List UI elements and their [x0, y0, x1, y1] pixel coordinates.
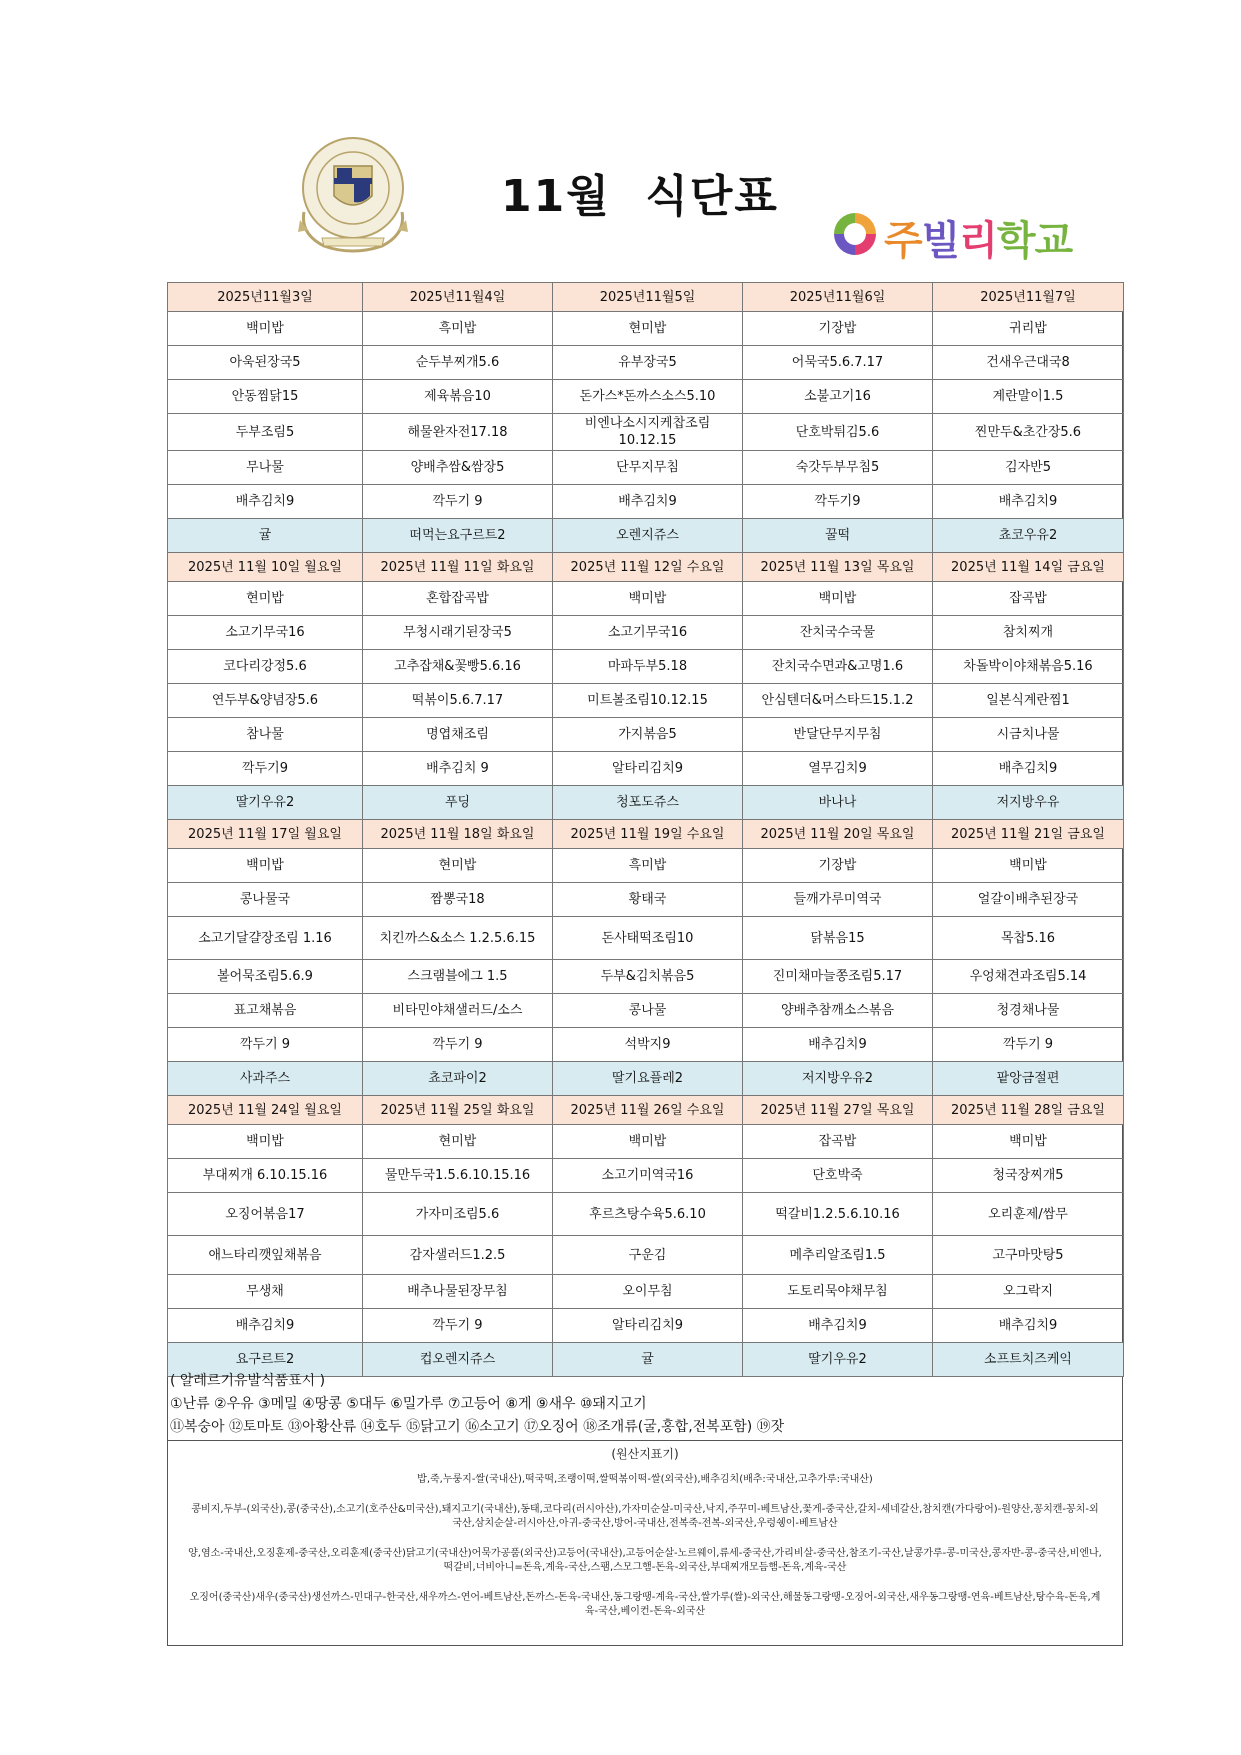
menu-item: 황태국 — [553, 883, 743, 917]
snack-item: 청포도쥬스 — [553, 786, 743, 820]
menu-item: 소고기달걀장조림 1.16 — [168, 917, 363, 960]
menu-item: 흑미밥 — [363, 312, 553, 346]
menu-row — [168, 414, 1124, 451]
menu-item: 알타리김치9 — [553, 1309, 743, 1343]
menu-row — [168, 849, 1124, 883]
menu-item: 배추김치9 — [933, 752, 1124, 786]
snack-row — [168, 519, 1124, 553]
menu-item: 흑미밥 — [553, 849, 743, 883]
snack-item: 딸기요플레2 — [553, 1062, 743, 1096]
snack-row — [168, 1062, 1124, 1096]
menu-item: 치킨까스&소스 1.2.5.6.15 — [363, 917, 553, 960]
origin-title: (원산지표기) — [611, 1447, 679, 1461]
menu-table — [167, 282, 1124, 1377]
menu-item: 마파두부5.18 — [553, 650, 743, 684]
menu-item: 메추리알조림1.5 — [743, 1236, 933, 1275]
origin-paragraph: 오징어(중국산)새우(중국산)생선까스-민대구-한국산,새우까스-연어-베트남산,돈까스-돈육-국내산,동그랑땡-계육-국산,쌀가루(쌀)-외국산,해물동그랑땡-오징어-외국산,새우동그랑땡-연육-베트남산,탕수육-돈육,계육-국산,베이컨-돈육-외국산 — [189, 1592, 1101, 1617]
menu-row — [168, 346, 1124, 380]
menu-item: 잡곡밥 — [933, 582, 1124, 616]
origin-paragraph: 콩비지,두부-(외국산),콩(중국산),소고기(호주산&미국산),돼지고기(국내산),동태,코다리(러시아산),가자미순살-미국산,낙지,주꾸미-베트남산,꽃게-중국산,갈치-세네갈산,참치캔(가다랑어)-원양산,꽁치캔-꽁치-외국산,삼치순살-러시아산,아귀-중국산,방어-국내산,전복죽-전복-외국산,우렁쉥이-베트남산 — [191, 1504, 1099, 1529]
menu-item: 반달단무지무침 — [743, 718, 933, 752]
menu-item: 백미밥 — [743, 582, 933, 616]
date-cell: 2025년 11월 14일 금요일 — [933, 553, 1124, 582]
menu-item: 순두부찌개5.6 — [363, 346, 553, 380]
snack-item: 떠먹는요구르트2 — [363, 519, 553, 553]
allergy-line-2: ⑪복숭아 ⑫토마토 ⑬아황산류 ⑭호두 ⑮닭고기 ⑯소고기 ⑰오징어 ⑱조개류(굴,홍합,전복포함) ⑲잣 — [170, 1419, 785, 1435]
menu-item: 닭볶음15 — [743, 917, 933, 960]
snack-item: 컵오렌지쥬스 — [363, 1343, 553, 1377]
date-cell: 2025년 11월 18일 화요일 — [363, 820, 553, 849]
snack-item: 오렌지쥬스 — [553, 519, 743, 553]
menu-item: 배추김치9 — [743, 1309, 933, 1343]
date-cell: 2025년 11월 17일 월요일 — [168, 820, 363, 849]
menu-item: 목찹5.16 — [933, 917, 1124, 960]
menu-item: 참나물 — [168, 718, 363, 752]
menu-item: 볼어묵조림5.6.9 — [168, 960, 363, 994]
menu-item: 일본식계란찜1 — [933, 684, 1124, 718]
menu-item: 돈가스*돈까스소스5.10 — [553, 380, 743, 414]
menu-item: 현미밥 — [363, 849, 553, 883]
menu-item: 단무지무침 — [553, 451, 743, 485]
menu-item: 짬뽕국18 — [363, 883, 553, 917]
snack-item: 팥앙금절편 — [933, 1062, 1124, 1096]
snack-row — [168, 786, 1124, 820]
menu-item: 깍두기 9 — [363, 1309, 553, 1343]
allergy-legend — [167, 1370, 1123, 1439]
menu-row — [168, 380, 1124, 414]
menu-row — [168, 684, 1124, 718]
menu-row — [168, 752, 1124, 786]
snack-item: 딸기우유2 — [743, 1343, 933, 1377]
menu-item: 어묵국5.6.7.17 — [743, 346, 933, 380]
menu-item: 안동찜닭15 — [168, 380, 363, 414]
menu-row — [168, 960, 1124, 994]
menu-item: 스크램블에그 1.5 — [363, 960, 553, 994]
menu-item: 비타민야채샐러드/소스 — [363, 994, 553, 1028]
date-cell: 2025년 11월 12일 수요일 — [553, 553, 743, 582]
menu-item: 감자샐러드1.2.5 — [363, 1236, 553, 1275]
date-cell: 2025년11월4일 — [363, 283, 553, 312]
origin-info — [167, 1440, 1123, 1646]
date-cell: 2025년 11월 24일 월요일 — [168, 1096, 363, 1125]
menu-item: 잡곡밥 — [743, 1125, 933, 1159]
menu-row — [168, 1159, 1124, 1193]
snack-item: 저지방우유 — [933, 786, 1124, 820]
menu-item: 배추김치9 — [168, 1309, 363, 1343]
menu-item: 표고채볶음 — [168, 994, 363, 1028]
date-cell: 2025년11월5일 — [553, 283, 743, 312]
menu-item: 단호박튀김5.6 — [743, 414, 933, 451]
school-emblem-logo — [294, 134, 412, 254]
menu-item: 깍두기 9 — [168, 1028, 363, 1062]
menu-item: 배추김치9 — [553, 485, 743, 519]
menu-item: 청경채나물 — [933, 994, 1124, 1028]
menu-item: 들깨가루미역국 — [743, 883, 933, 917]
snack-item: 귤 — [553, 1343, 743, 1377]
menu-item: 진미채마늘쫑조림5.17 — [743, 960, 933, 994]
date-cell: 2025년 11월 28일 금요일 — [933, 1096, 1124, 1125]
menu-row — [168, 1125, 1124, 1159]
date-cell: 2025년 11월 20일 목요일 — [743, 820, 933, 849]
menu-item: 우엉채견과조림5.14 — [933, 960, 1124, 994]
menu-item: 차돌박이야채볶음5.16 — [933, 650, 1124, 684]
menu-item: 숙갓두부무침5 — [743, 451, 933, 485]
menu-item: 깍두기 9 — [363, 1028, 553, 1062]
menu-item: 제육볶음10 — [363, 380, 553, 414]
menu-item: 해물완자전17.18 — [363, 414, 553, 451]
menu-item: 돈사태떡조림10 — [553, 917, 743, 960]
menu-item: 현미밥 — [553, 312, 743, 346]
origin-paragraph: 밥,죽,누룽지-쌀(국내산),떡국떡,조랭이떡,쌀떡볶이떡-쌀(외국산),배추김치(배추:국내산,고추가루:국내산) — [417, 1474, 873, 1485]
menu-item: 귀리밥 — [933, 312, 1124, 346]
menu-item: 알타리김치9 — [553, 752, 743, 786]
snack-item: 바나나 — [743, 786, 933, 820]
menu-row — [168, 994, 1124, 1028]
menu-item: 후르츠탕수육5.6.10 — [553, 1193, 743, 1236]
menu-item: 구운김 — [553, 1236, 743, 1275]
menu-row — [168, 312, 1124, 346]
menu-item: 소불고기16 — [743, 380, 933, 414]
snack-item: 소프트치즈케익 — [933, 1343, 1124, 1377]
menu-row — [168, 718, 1124, 752]
menu-item: 무생채 — [168, 1275, 363, 1309]
menu-item: 무나물 — [168, 451, 363, 485]
menu-item: 두부조림5 — [168, 414, 363, 451]
menu-item: 유부장국5 — [553, 346, 743, 380]
date-row — [168, 283, 1124, 312]
menu-item: 백미밥 — [933, 1125, 1124, 1159]
menu-item: 미트볼조림10.12.15 — [553, 684, 743, 718]
brand-mark-icon — [832, 211, 878, 257]
menu-item: 김자반5 — [933, 451, 1124, 485]
menu-item: 오리훈제/쌈무 — [933, 1193, 1124, 1236]
menu-item: 아욱된장국5 — [168, 346, 363, 380]
menu-item: 현미밥 — [363, 1125, 553, 1159]
date-cell: 2025년 11월 25일 화요일 — [363, 1096, 553, 1125]
snack-item: 딸기우유2 — [168, 786, 363, 820]
page-header — [0, 0, 1241, 280]
menu-item: 깍두기 9 — [933, 1028, 1124, 1062]
menu-item: 시금치나물 — [933, 718, 1124, 752]
menu-item: 백미밥 — [553, 582, 743, 616]
menu-item: 비엔나소시지케찹조림 10.12.15 — [553, 414, 743, 451]
date-row — [168, 820, 1124, 849]
menu-item: 기장밥 — [743, 849, 933, 883]
menu-item: 오그락지 — [933, 1275, 1124, 1309]
menu-item: 도토리묵야채무침 — [743, 1275, 933, 1309]
brand-name: 주빌리학교 — [884, 218, 1073, 264]
menu-item: 계란말이1.5 — [933, 380, 1124, 414]
menu-item: 잔치국수면과&고명1.6 — [743, 650, 933, 684]
date-row — [168, 553, 1124, 582]
date-cell: 2025년11월7일 — [933, 283, 1124, 312]
date-cell: 2025년 11월 26일 수요일 — [553, 1096, 743, 1125]
date-cell: 2025년11월3일 — [168, 283, 363, 312]
snack-item: 저지방우유2 — [743, 1062, 933, 1096]
menu-item: 찐만두&초간장5.6 — [933, 414, 1124, 451]
menu-item: 오징어볶음17 — [168, 1193, 363, 1236]
menu-item: 소고기무국16 — [553, 616, 743, 650]
brand-logo — [832, 205, 1092, 265]
menu-row — [168, 451, 1124, 485]
menu-item: 잔치국수국물 — [743, 616, 933, 650]
allergy-title: ( 알레르기유발식품표시 ) — [170, 1373, 326, 1389]
snack-item: 쵸코파이2 — [363, 1062, 553, 1096]
date-cell: 2025년 11월 19일 수요일 — [553, 820, 743, 849]
menu-item: 코다리강정5.6 — [168, 650, 363, 684]
menu-item: 얼갈이배추된장국 — [933, 883, 1124, 917]
menu-item: 오이무침 — [553, 1275, 743, 1309]
menu-item: 기장밥 — [743, 312, 933, 346]
date-cell: 2025년 11월 11일 화요일 — [363, 553, 553, 582]
date-cell: 2025년 11월 10일 월요일 — [168, 553, 363, 582]
menu-item: 깍두기9 — [743, 485, 933, 519]
snack-item: 요구르트2 — [168, 1343, 363, 1377]
snack-item: 쵸코우유2 — [933, 519, 1124, 553]
menu-item: 가자미조림5.6 — [363, 1193, 553, 1236]
page-title: 11월 식단표 — [501, 171, 779, 222]
menu-item: 물만두국1.5.6.10.15.16 — [363, 1159, 553, 1193]
menu-item: 청국장찌개5 — [933, 1159, 1124, 1193]
menu-row — [168, 1309, 1124, 1343]
menu-item: 배추김치9 — [743, 1028, 933, 1062]
date-cell: 2025년 11월 13일 목요일 — [743, 553, 933, 582]
date-cell: 2025년 11월 21일 금요일 — [933, 820, 1124, 849]
menu-item: 연두부&양념장5.6 — [168, 684, 363, 718]
menu-row — [168, 917, 1124, 960]
menu-item: 부대찌개 6.10.15.16 — [168, 1159, 363, 1193]
menu-row — [168, 485, 1124, 519]
menu-row — [168, 883, 1124, 917]
date-cell: 2025년 11월 27일 목요일 — [743, 1096, 933, 1125]
menu-item: 두부&김치볶음5 — [553, 960, 743, 994]
menu-item: 열무김치9 — [743, 752, 933, 786]
menu-item: 백미밥 — [553, 1125, 743, 1159]
menu-item: 건새우근대국8 — [933, 346, 1124, 380]
menu-row — [168, 1193, 1124, 1236]
menu-item: 무청시래기된장국5 — [363, 616, 553, 650]
snack-item: 귤 — [168, 519, 363, 553]
menu-row — [168, 1236, 1124, 1275]
menu-item: 백미밥 — [168, 1125, 363, 1159]
menu-item: 콩나물 — [553, 994, 743, 1028]
menu-item: 애느타리깻잎채볶음 — [168, 1236, 363, 1275]
menu-row — [168, 616, 1124, 650]
menu-item: 안심텐더&머스타드15.1.2 — [743, 684, 933, 718]
menu-item: 떡볶이5.6.7.17 — [363, 684, 553, 718]
menu-item: 백미밥 — [168, 312, 363, 346]
menu-item: 가지볶음5 — [553, 718, 743, 752]
menu-item: 배추김치 9 — [363, 752, 553, 786]
menu-item: 참치찌개 — [933, 616, 1124, 650]
snack-item: 꿀떡 — [743, 519, 933, 553]
menu-item: 석박지9 — [553, 1028, 743, 1062]
menu-item: 명엽채조림 — [363, 718, 553, 752]
menu-item: 소고기미역국16 — [553, 1159, 743, 1193]
menu-item: 현미밥 — [168, 582, 363, 616]
menu-item: 배추김치9 — [933, 1309, 1124, 1343]
menu-row — [168, 582, 1124, 616]
menu-row — [168, 1028, 1124, 1062]
snack-item: 사과주스 — [168, 1062, 363, 1096]
menu-item: 백미밥 — [168, 849, 363, 883]
menu-item: 고추잡채&꽃빵5.6.16 — [363, 650, 553, 684]
menu-item: 혼합잡곡밥 — [363, 582, 553, 616]
menu-item: 소고기무국16 — [168, 616, 363, 650]
origin-paragraph: 양,염소-국내산,오징훈제-중국산,오리훈제(중국산)닭고기(국내산)어묵가공품(외국산)고등어(국내산),고등어순살-노르웨이,류세-중국산,가리비살-중국산,참조기-국산,날콩가루-콩-미국산,콩자반-콩-중국산,비엔나,떡갈비,너비아니=돈육,계육-국산,스팸,스모그햄-돈육-외국산,부대찌개모듬햄-돈육,계육-국산 — [188, 1548, 1102, 1573]
date-cell: 2025년11월6일 — [743, 283, 933, 312]
menu-item: 고구마맛탕5 — [933, 1236, 1124, 1275]
menu-item: 배추나물된장무침 — [363, 1275, 553, 1309]
menu-item: 양배추쌈&쌈장5 — [363, 451, 553, 485]
menu-item: 콩나물국 — [168, 883, 363, 917]
menu-item: 양배추참깨소스볶음 — [743, 994, 933, 1028]
menu-item: 깍두기9 — [168, 752, 363, 786]
menu-item: 배추김치9 — [933, 485, 1124, 519]
menu-item: 백미밥 — [933, 849, 1124, 883]
menu-item: 배추김치9 — [168, 485, 363, 519]
allergy-line-1: ①난류 ②우유 ③메밀 ④땅콩 ⑤대두 ⑥밀가루 ⑦고등어 ⑧게 ⑨새우 ⑩돼지고기 — [170, 1396, 647, 1412]
menu-row — [168, 1275, 1124, 1309]
menu-item: 단호박죽 — [743, 1159, 933, 1193]
menu-item: 떡갈비1.2.5.6.10.16 — [743, 1193, 933, 1236]
menu-row — [168, 650, 1124, 684]
snack-item: 푸딩 — [363, 786, 553, 820]
date-row — [168, 1096, 1124, 1125]
menu-item: 깍두기 9 — [363, 485, 553, 519]
